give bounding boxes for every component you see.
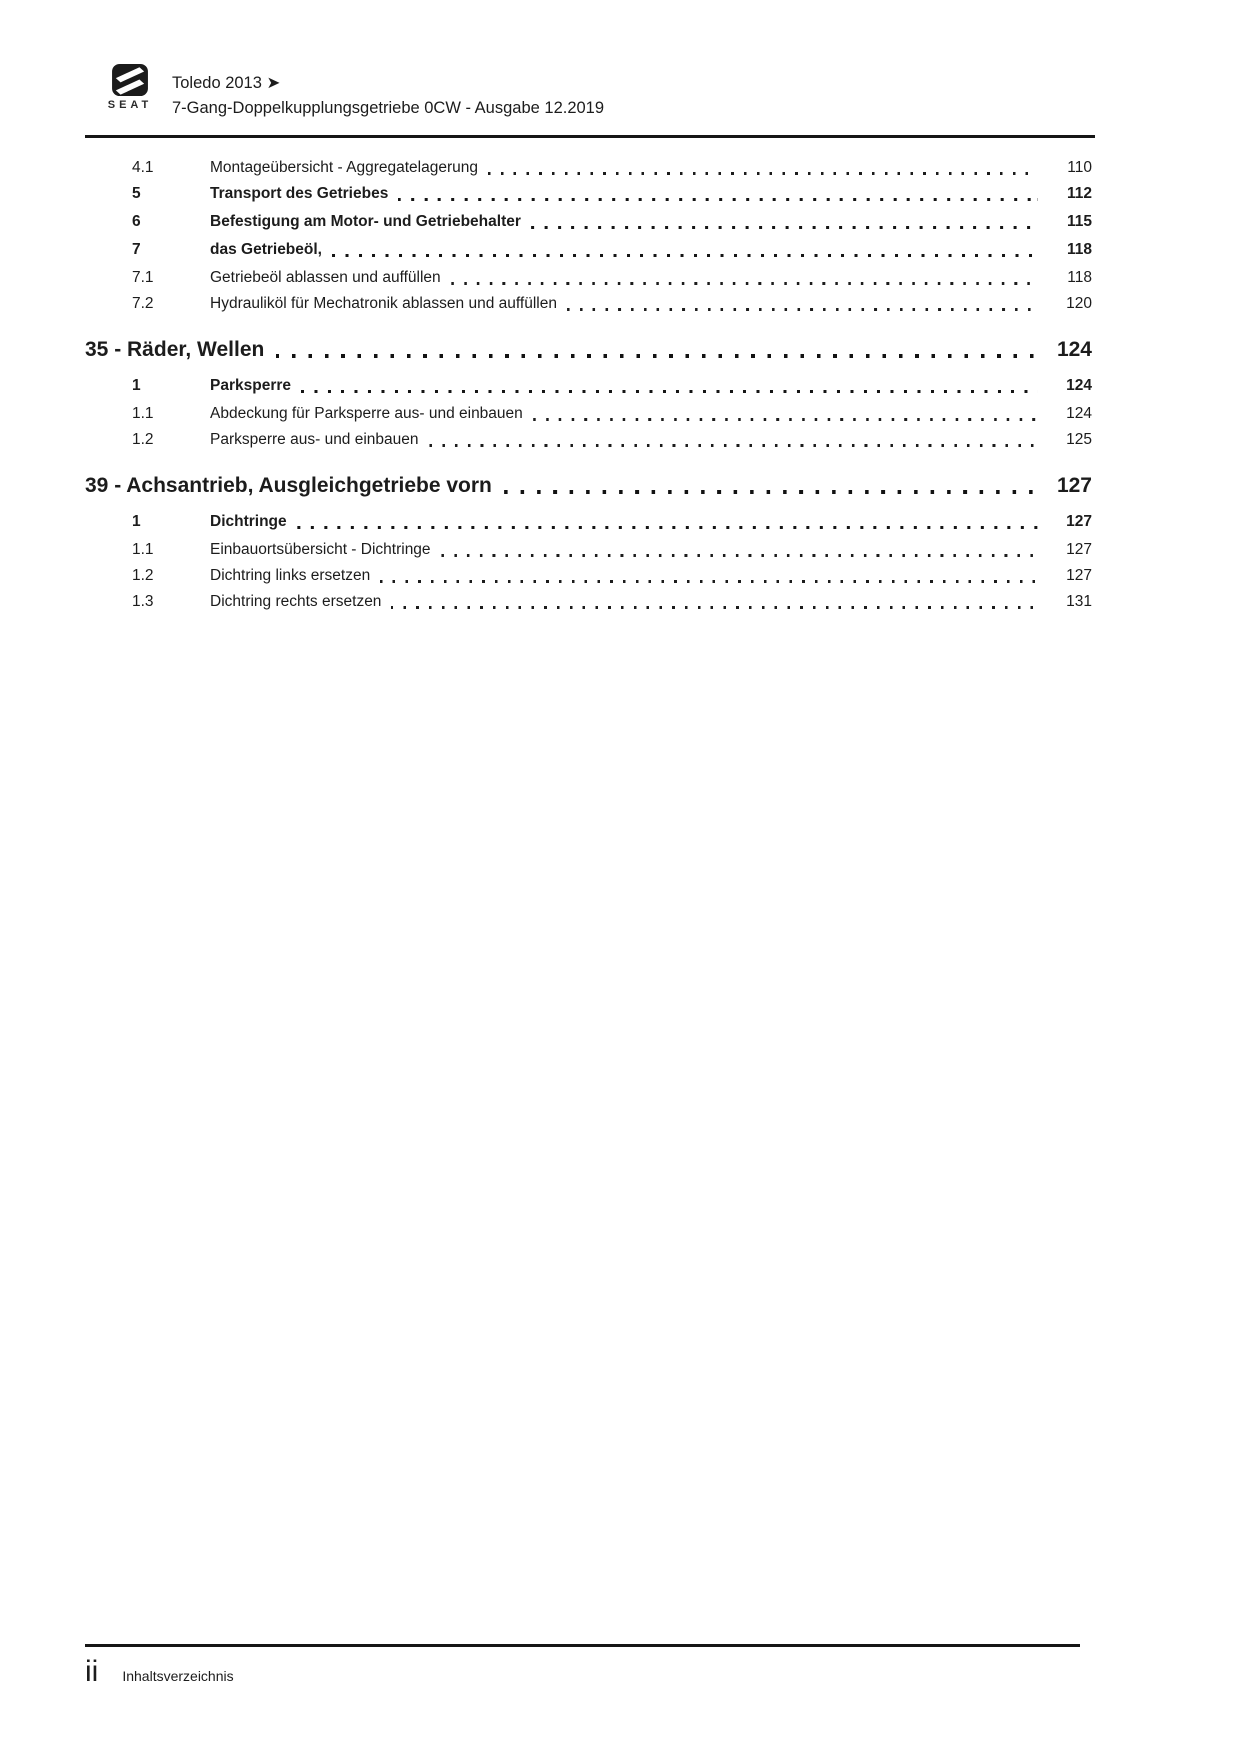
toc-entry-page: 124 — [1066, 377, 1092, 394]
dot-leader — [332, 254, 1038, 257]
header-title-block — [172, 71, 604, 121]
toc-entry-title: Getriebeöl ablassen und auffüllen — [210, 269, 441, 286]
toc-section-title: 39 - Achsantrieb, Ausgleichgetriebe vorn — [85, 474, 492, 497]
toc-entry-title: Dichtringe — [210, 513, 287, 530]
page-header — [85, 55, 1095, 137]
seat-logo — [90, 63, 170, 111]
dot-leader — [297, 526, 1038, 529]
dot-leader — [441, 554, 1038, 557]
dot-leader — [398, 198, 1038, 201]
toc-section-heading — [85, 473, 1092, 499]
toc-entry-page: 124 — [1066, 405, 1092, 422]
dot-leader — [276, 354, 1038, 358]
toc-entry-title: das Getriebeöl, — [210, 241, 322, 258]
toc-entry-page: 110 — [1067, 159, 1092, 176]
toc-entry-title: Transport des Getriebes — [210, 185, 389, 202]
toc-entry-number: 1.2 — [132, 567, 154, 584]
seat-logo-icon — [111, 63, 149, 97]
toc-entry-page: 118 — [1066, 241, 1092, 258]
header-rule — [85, 135, 1095, 138]
toc-entry-number: 7.1 — [132, 269, 154, 286]
toc-entry-number: 7.2 — [132, 295, 154, 312]
toc-entry — [85, 157, 1092, 179]
toc-entry-number: 1.2 — [132, 431, 154, 448]
dot-leader — [531, 226, 1038, 229]
toc-entry-number: 1 — [132, 513, 141, 530]
dot-leader — [504, 490, 1038, 494]
seat-logo-wordmark: SEAT — [107, 99, 153, 111]
toc-entry — [85, 267, 1092, 289]
toc-section-page: 124 — [1056, 338, 1092, 361]
toc-entry-page: 127 — [1066, 513, 1092, 530]
toc-entry-title: Einbauortsübersicht - Dichtringe — [210, 541, 431, 558]
toc-entry-number: 1.1 — [132, 405, 154, 422]
table-of-contents — [85, 157, 1092, 617]
header-subtitle: 7-Gang-Doppelkupplungsgetriebe 0CW - Ausgabe 12.2019 — [172, 99, 605, 117]
toc-entry-title: Hydrauliköl für Mechatronik ablassen und auffüllen — [210, 295, 557, 312]
toc-entry-page: 127 — [1066, 567, 1092, 584]
toc-entry-number: 1 — [132, 377, 141, 394]
toc-entry — [85, 591, 1092, 613]
toc-entry-title: Abdeckung für Parksperre aus- und einbauen — [210, 405, 523, 422]
toc-entry — [85, 375, 1092, 397]
toc-entry-title: Parksperre aus- und einbauen — [210, 431, 419, 448]
toc-entry — [85, 511, 1092, 533]
dot-leader — [391, 606, 1038, 609]
toc-entry — [85, 403, 1092, 425]
toc-entry-page: 112 — [1066, 185, 1092, 202]
toc-entry — [85, 429, 1092, 451]
dot-leader — [380, 580, 1038, 583]
toc-entry-page: 131 — [1066, 593, 1092, 610]
toc-entry-title: Dichtring links ersetzen — [210, 567, 371, 584]
toc-entry-number: 7 — [132, 241, 141, 258]
toc-entry-page: 125 — [1066, 431, 1092, 448]
header-model-line: Toledo 2013 ➤ — [172, 74, 281, 92]
dot-leader — [301, 390, 1038, 393]
toc-entry — [85, 539, 1092, 561]
dot-leader — [533, 418, 1038, 421]
toc-entry-number: 4.1 — [132, 159, 154, 176]
dot-leader — [429, 444, 1038, 447]
footer-section-label: Inhaltsverzeichnis — [122, 1668, 234, 1684]
toc-entry-page: 118 — [1067, 269, 1092, 286]
toc-entry — [85, 565, 1092, 587]
toc-entry-number: 5 — [132, 185, 141, 202]
toc-section-page: 127 — [1056, 474, 1092, 497]
toc-entry — [85, 183, 1092, 205]
toc-entry-page: 120 — [1066, 295, 1092, 312]
toc-entry — [85, 293, 1092, 315]
toc-entry-number: 1.1 — [132, 541, 154, 558]
dot-leader — [567, 308, 1038, 311]
footer-page-number: ii — [85, 1655, 99, 1688]
page-footer — [85, 1644, 1080, 1688]
toc-section-title: 35 - Räder, Wellen — [85, 338, 265, 361]
toc-entry-page: 115 — [1066, 213, 1092, 230]
toc-section-heading — [85, 337, 1092, 363]
toc-entry-title: Dichtring rechts ersetzen — [210, 593, 382, 610]
dot-leader — [451, 282, 1038, 285]
toc-entry-number: 6 — [132, 213, 141, 230]
toc-entry — [85, 211, 1092, 233]
toc-entry-number: 1.3 — [132, 593, 154, 610]
toc-entry-title: Parksperre — [210, 377, 292, 394]
toc-entry — [85, 239, 1092, 261]
dot-leader — [488, 172, 1038, 175]
toc-entry-title: Befestigung am Motor- und Getriebehalter — [210, 213, 521, 230]
toc-entry-title: Montageübersicht - Aggregatelagerung — [210, 159, 478, 176]
toc-entry-page: 127 — [1066, 541, 1092, 558]
